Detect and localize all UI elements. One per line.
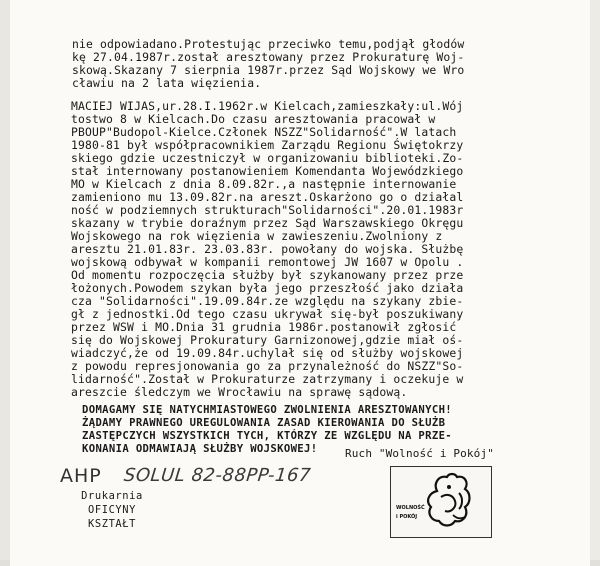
text-line: lidarność".Został w Prokuraturze zatrzymany i oczekuje w bbox=[71, 372, 464, 386]
demand-line: KONANIA ODMAWIAJĄ SŁUŻBY WOJSKOWEJ! bbox=[82, 443, 318, 455]
signature: Ruch "Wolność i Pokój" bbox=[345, 447, 494, 460]
stamp-line: i POKÓJ bbox=[396, 514, 418, 520]
text-line: 1980-81 był współpracownikiem Zarządu Regionu Świętokrzy bbox=[71, 138, 464, 152]
text-line: z powodu represjonowania go za przynależność do NSZZ"So- bbox=[71, 359, 464, 373]
text-line: wiadczyć,że od 19.09.84r.uchylał się od służby wojskowej bbox=[71, 346, 464, 360]
text-line: Od momentu rozpoczęcia służby był szykanowany przez prze bbox=[71, 268, 464, 282]
catalog-number: SOLUL 82-88PP-167 bbox=[122, 465, 313, 486]
dove-icon bbox=[419, 471, 489, 533]
text-line: zamieniono mu 13.09.82r.na areszt.Oskarżono go o działal bbox=[71, 190, 464, 204]
text-line: się do Wojskowej Prokuratury Garnizonowej,gdzie miał oś- bbox=[71, 333, 464, 347]
text-line: MACIEJ WIJAS,ur.28.I.1962r.w Kielcach,zamieszkały:ul.Wój bbox=[71, 99, 464, 113]
demand-line: DOMAGAMY SIĘ NATYCHMIASTOWEGO ZWOLNIENIA ARESZTOWANYCH! bbox=[82, 404, 453, 416]
demand-line: ŻĄDAMY PRAWNEGO UREGULOWANIA ZASAD KIEROWANIA DO SŁUŻB bbox=[82, 417, 446, 429]
text-line: tostwo 8 w Kielcach.Do czasu aresztowania pracował w bbox=[71, 112, 436, 126]
paper-edge-left bbox=[0, 0, 10, 566]
archive-prefix: AHP bbox=[60, 465, 102, 487]
text-line: gł z jednostki.Od tego czasu ukrywał się-był poszukiwany bbox=[71, 307, 464, 321]
text-line: kę 27.04.1987r.został aresztowany przez Prokuraturę Woj- bbox=[72, 50, 465, 64]
printer-line: Drukarnia bbox=[81, 490, 143, 502]
text-line: skiego gdzie uczestniczył w organizowaniu biblioteki.Zo- bbox=[71, 151, 464, 165]
text-line: nie odpowiadano.Protestując przeciwko temu,podjął głodów bbox=[72, 37, 465, 51]
wip-stamp bbox=[390, 466, 492, 538]
text-line: ność w podziemnych strukturach"Solidarności".20.01.1983r bbox=[71, 203, 464, 217]
printer-line: OFICYNY bbox=[88, 504, 136, 516]
text-line: wojskową odbywał w kompanii remontowej JW 1607 w Opolu . bbox=[71, 255, 464, 269]
text-line: aresztu 21.01.83r. 23.03.83r. powołany do wojska. Służbę bbox=[71, 242, 464, 256]
text-line: PBOUP"Budopol-Kielce.Członek NSZZ"Solidarność".W latach bbox=[71, 125, 457, 139]
text-line: areszcie śledczym we Wrocławiu na sprawę sądową. bbox=[71, 385, 408, 399]
text-line: stał internowany postanowieniem Komendanta Wojewódzkiego bbox=[71, 164, 464, 178]
stamp-line: WOLNOŚĆ bbox=[396, 505, 425, 511]
text-line: przez WSW i MO.Dnia 31 grudnia 1986r.postanowił zgłosić bbox=[71, 320, 457, 334]
text-line: cza "Solidarności".19.09.84r.ze względu na szykany zbie- bbox=[71, 294, 464, 308]
text-line: MO w Kielcach z dnia 8.09.82r.,a następnie internowanie bbox=[71, 177, 457, 191]
text-line: łożonych.Powodem szykan była jego przeszłość jako działa bbox=[71, 281, 464, 295]
text-line: skową.Skazany 7 sierpnia 1987r.przez Sąd Wojskowy we Wro bbox=[72, 63, 465, 77]
text-line: skazany w trybie doraźnym przez Sąd Warszawskiego Okręgu bbox=[71, 216, 464, 230]
text-line: cławiu na 2 lata więzienia. bbox=[72, 76, 262, 90]
demand-line: ZASTĘPCZYCH WSZYSTKICH TYCH, KTÓRZY ZE WZGLĘDU NA PRZE- bbox=[82, 430, 453, 442]
text-line: Wojskowego na rok więzienia w zawieszeniu.Zwolniony z bbox=[71, 229, 443, 243]
printer-line: KSZTAŁT bbox=[88, 518, 136, 530]
